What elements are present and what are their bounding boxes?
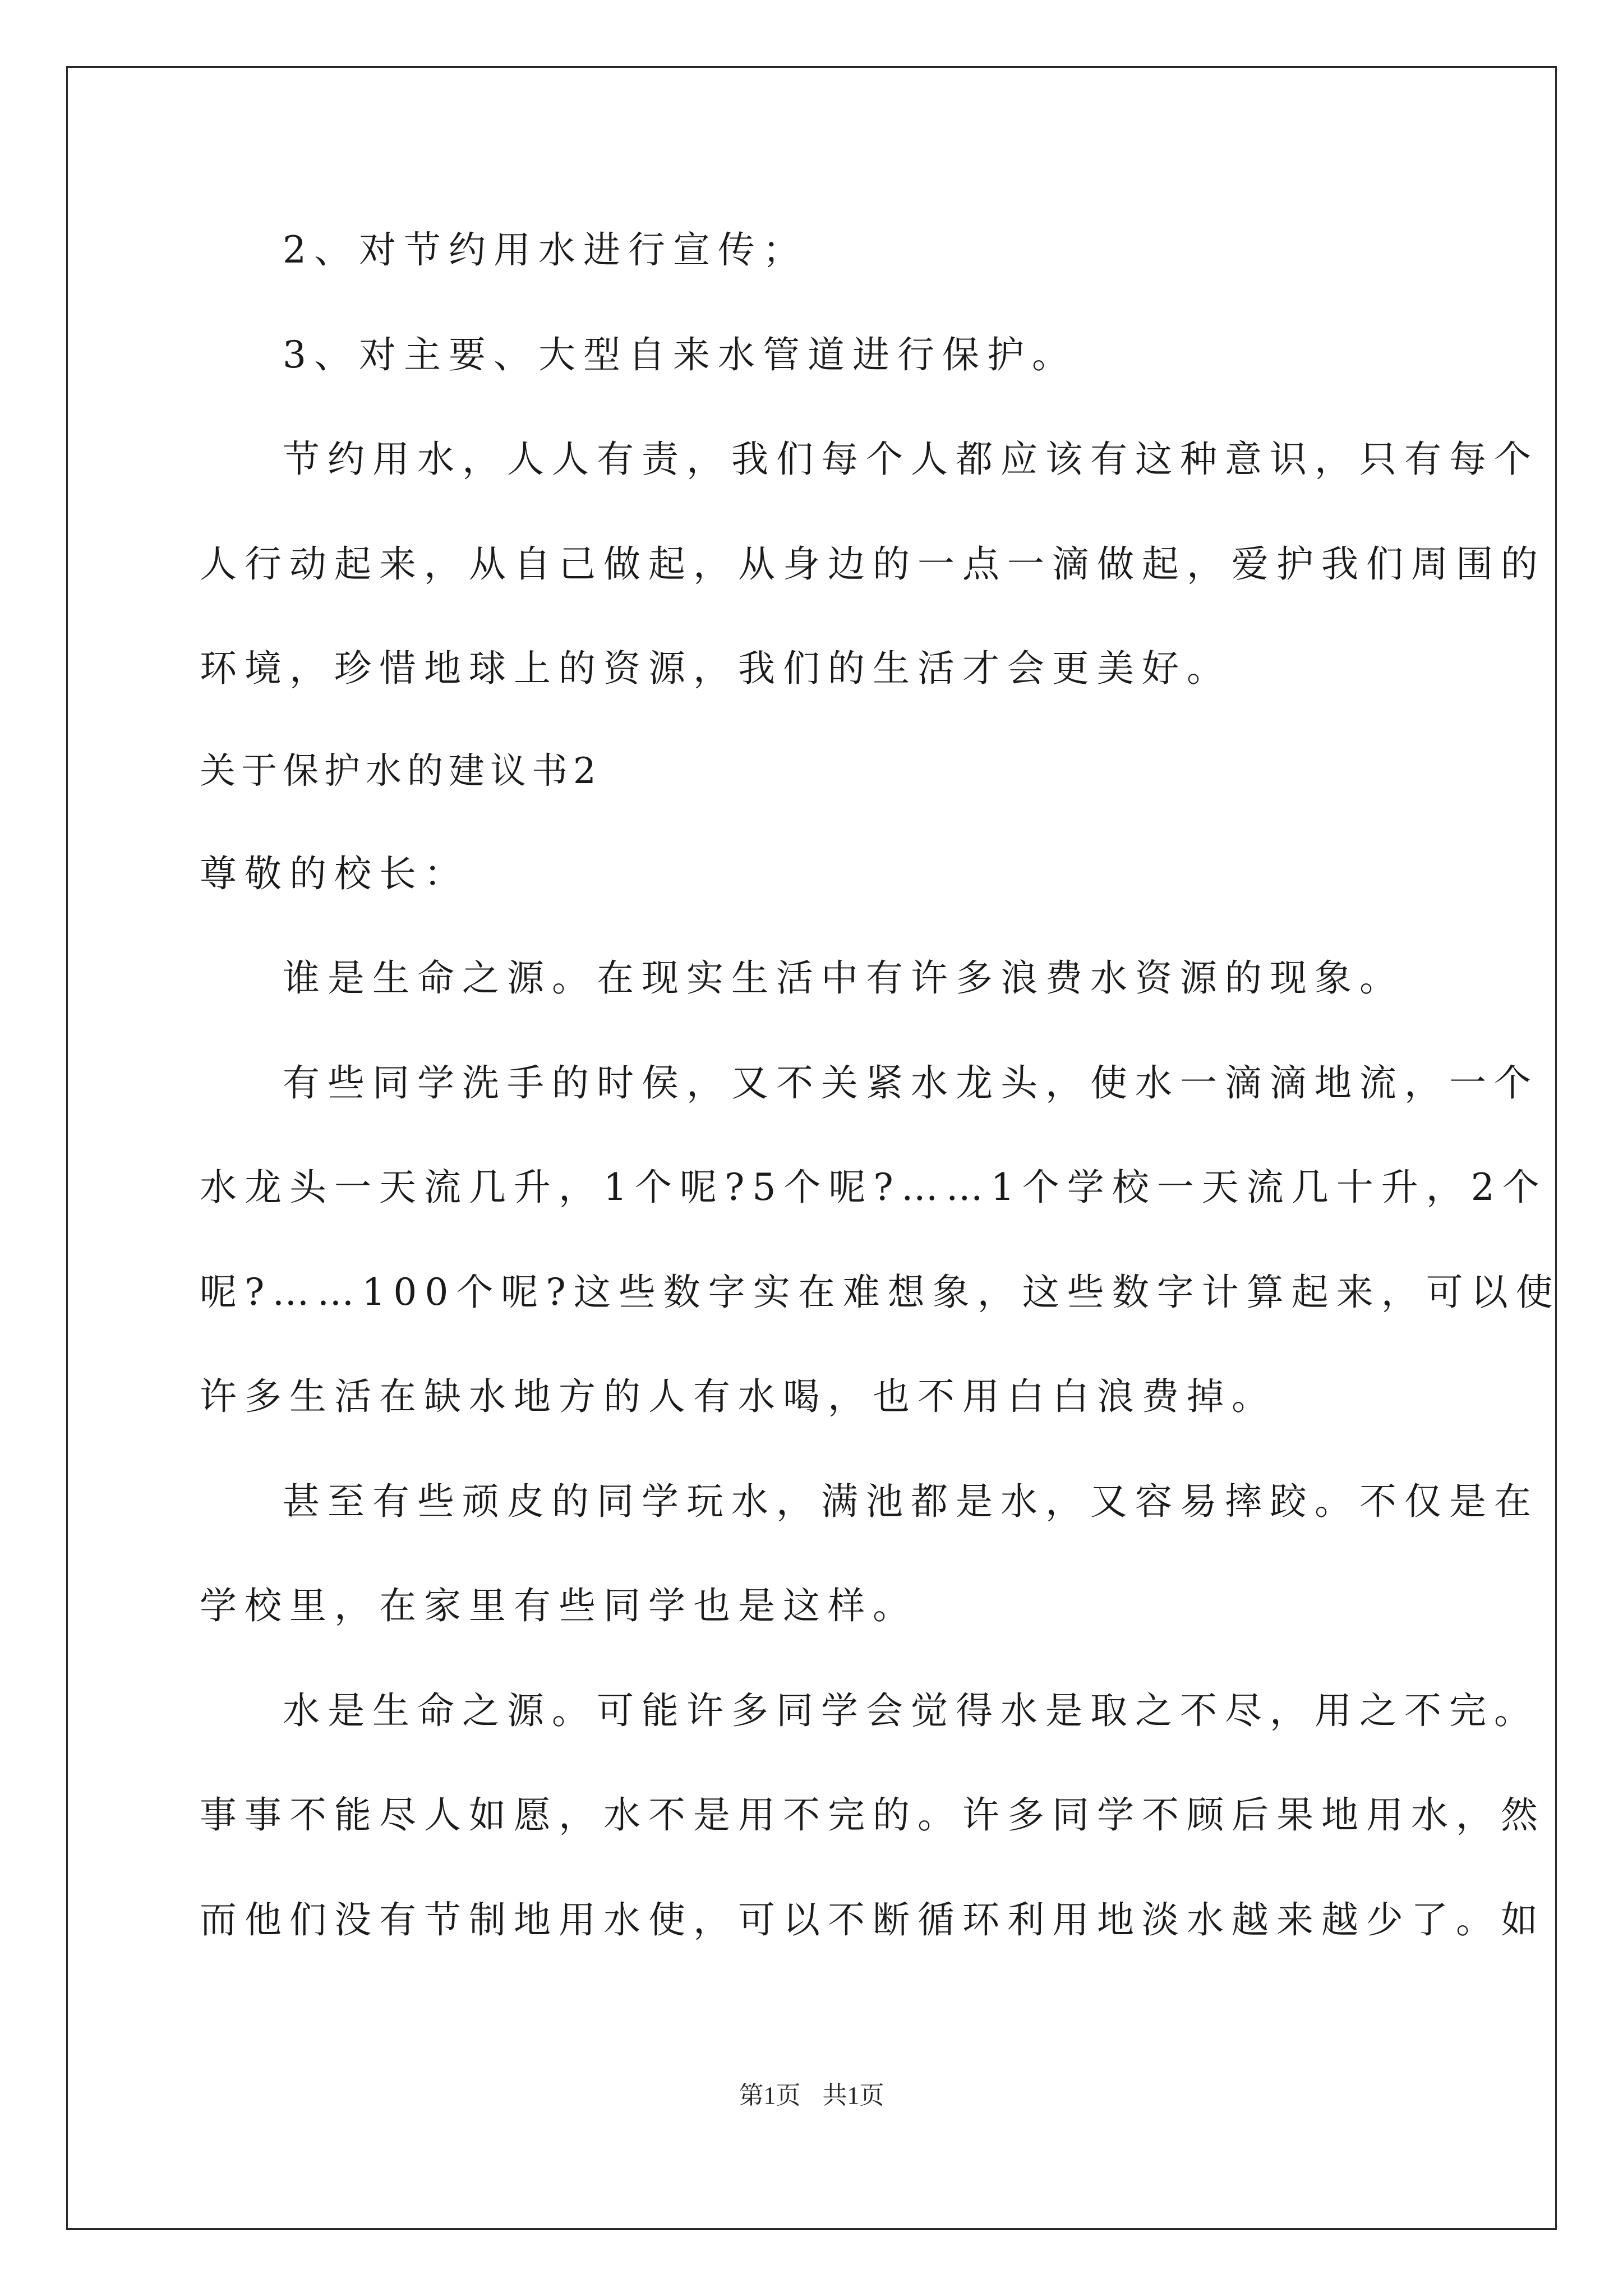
paragraph-line: 环境，珍惜地球上的资源，我们的生活才会更美好。 — [200, 647, 1232, 690]
paragraph-line: 而他们没有节制地用水使，可以不断循环利用地淡水越来越少了。如 — [200, 1898, 1546, 1941]
paragraph-line: 人行动起来，从自己做起，从身边的一点一滴做起，爱护我们周围的 — [200, 542, 1546, 586]
paragraph-line: 水是生命之源。可能许多同学会觉得水是取之不尽，用之不完。 — [283, 1689, 1539, 1732]
paragraph-line: 节约用水，人人有责，我们每个人都应该有这种意识，只有每个 — [283, 438, 1539, 481]
paragraph-line: 呢?……100个呢?这些数字实在难想象，这些数字计算起来，可以使 — [200, 1271, 1561, 1314]
salutation: 尊敬的校长： — [200, 852, 469, 895]
section-heading: 关于保护水的建议书2 — [200, 751, 602, 792]
paragraph-line: 学校里，在家里有些同学也是这样。 — [200, 1584, 917, 1627]
paragraph-line: 许多生活在缺水地方的人有水喝，也不用白白浪费掉。 — [200, 1375, 1276, 1418]
paragraph-line: 水龙头一天流几升，1个呢?5个呢?……1个学校一天流几十升，2个 — [200, 1166, 1547, 1209]
paragraph-line: 3、对主要、大型自来水管道进行保护。 — [283, 333, 1077, 376]
paragraph-line: 2、对节约用水进行宣传； — [283, 228, 808, 272]
paragraph-line: 事事不能尽人如愿，水不是用不完的。许多同学不顾后果地用水，然 — [200, 1793, 1546, 1837]
paragraph-line: 谁是生命之源。在现实生活中有许多浪费水资源的现象。 — [283, 956, 1404, 1000]
paragraph-line: 甚至有些顽皮的同学玩水，满池都是水，又容易摔跤。不仅是在 — [283, 1480, 1539, 1523]
page-number-total: 共1页 — [822, 2082, 884, 2109]
page-footer — [0, 2080, 1623, 2111]
page-number-current: 第1页 — [739, 2082, 801, 2109]
paragraph-line: 有些同学洗手的时侯，又不关紧水龙头，使水一滴滴地流，一个 — [283, 1061, 1539, 1105]
